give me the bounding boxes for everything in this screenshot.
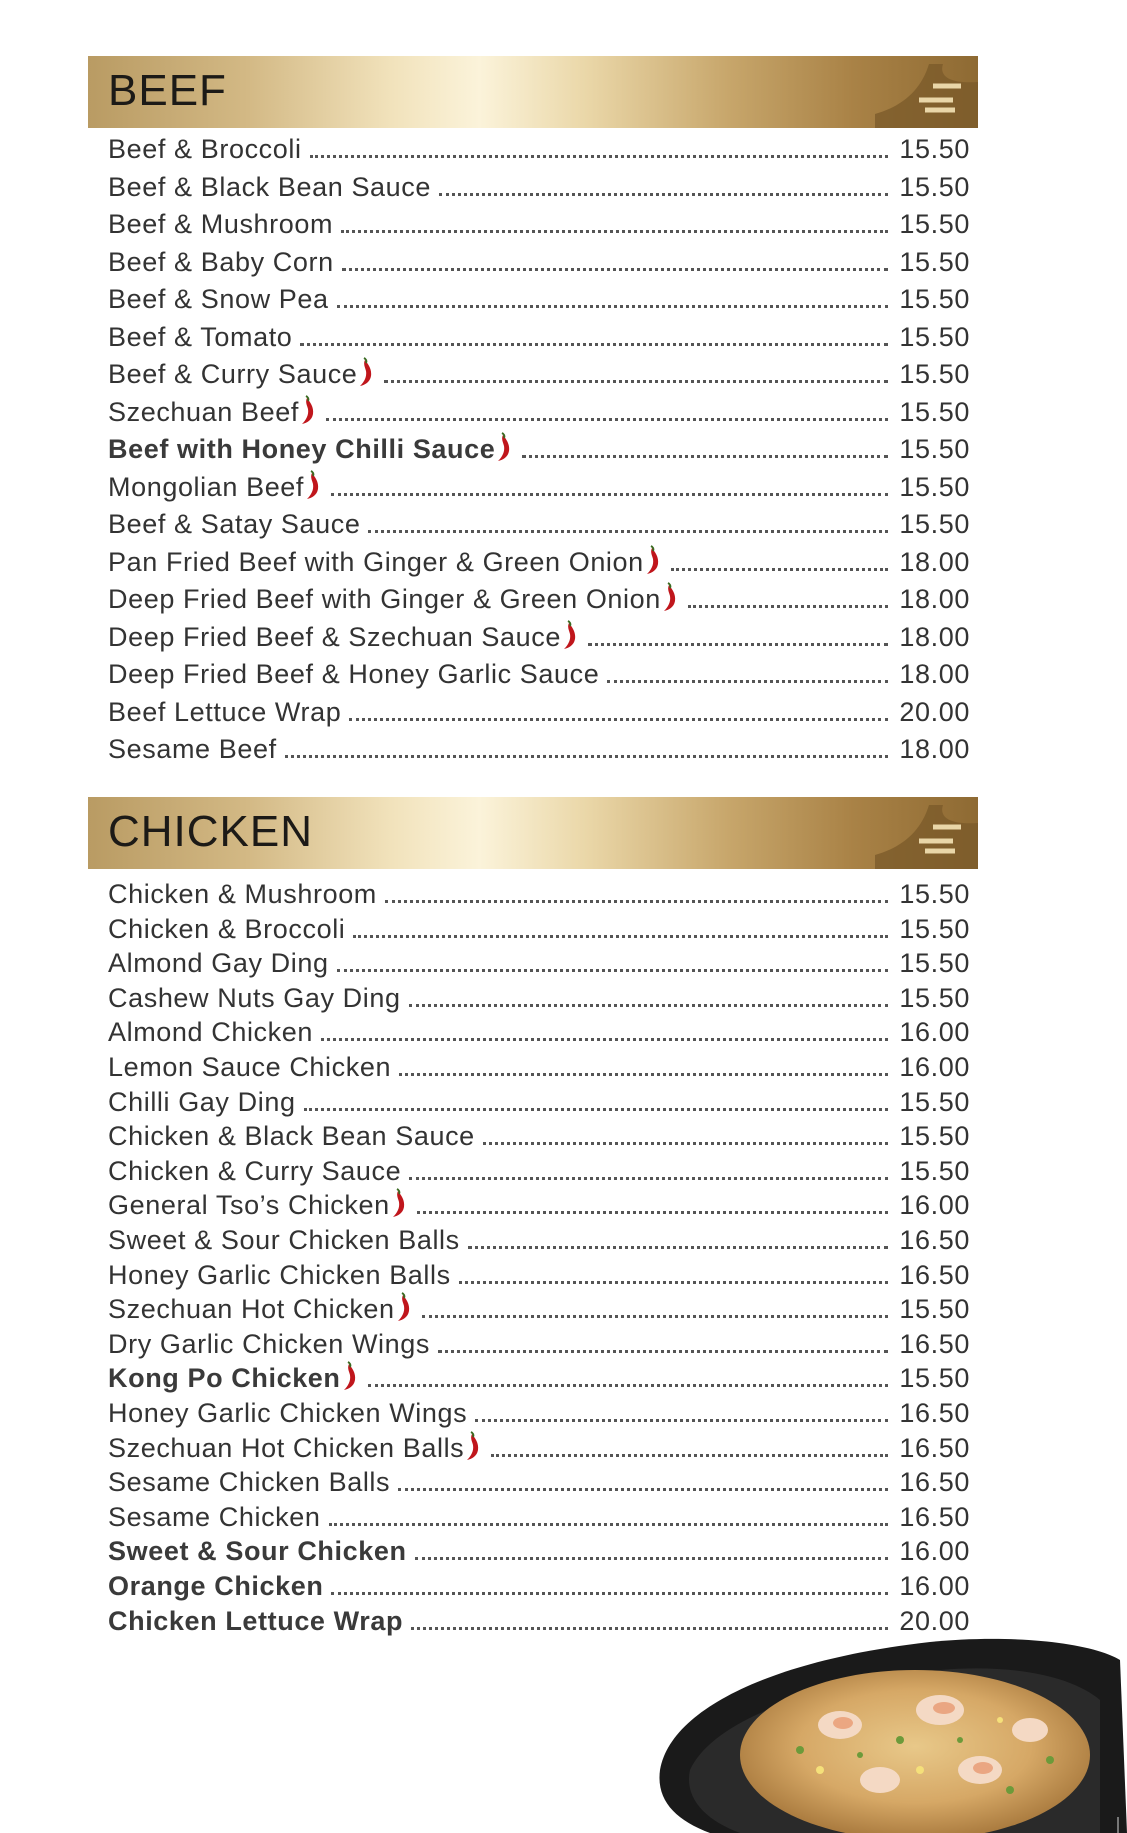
- menu-item-price: 15.50: [899, 321, 970, 352]
- dot-leader: [399, 1073, 888, 1076]
- menu-item-name-text: General Tso’s Chicken: [108, 1190, 390, 1221]
- menu-item-name-text: Beef & Broccoli: [108, 134, 302, 164]
- menu-item-name: [108, 1396, 467, 1430]
- dot-leader: [385, 900, 888, 903]
- menu-item-price: 15.50: [899, 134, 970, 164]
- menu-item-name: [108, 132, 302, 166]
- menu-item-name: [108, 320, 292, 354]
- dot-leader: [409, 1177, 888, 1180]
- menu-item-price: 20.00: [899, 1605, 970, 1636]
- menu-item-price: 16.00: [899, 1536, 970, 1567]
- menu-item: [108, 875, 970, 911]
- menu-item-name-text: Sesame Chicken Balls: [108, 1467, 391, 1498]
- menu-item-name-text: Kong Po Chicken: [108, 1363, 341, 1394]
- menu-item: [108, 468, 970, 504]
- menu-item-name: [108, 170, 431, 204]
- menu-item-name-text: Beef Lettuce Wrap: [108, 696, 342, 727]
- menu-item-name: [108, 620, 580, 654]
- menu-item-name: [108, 877, 377, 911]
- menu-item-price: 15.50: [899, 1086, 970, 1117]
- menu-item-name-text: Beef & Curry Sauce: [108, 359, 358, 389]
- menu-item: [108, 1394, 970, 1430]
- menu-item-price: 15.50: [899, 171, 970, 202]
- chili-pepper-icon: [562, 620, 580, 650]
- chili-pepper-icon: [358, 357, 376, 387]
- menu-item-name-text: Dry Garlic Chicken Wings: [108, 1328, 430, 1359]
- menu-item: [108, 655, 970, 691]
- menu-item-name: [108, 981, 401, 1015]
- menu-item-name-text: Sweet & Sour Chicken: [108, 1536, 407, 1567]
- menu-item: [108, 505, 970, 541]
- menu-item-price: 18.00: [899, 621, 970, 652]
- menu-item-name-text: Deep Fried Beef & Szechuan Sauce: [108, 621, 561, 652]
- dot-leader: [491, 1454, 888, 1457]
- menu-item: [108, 1498, 970, 1534]
- roof-logo-icon: [863, 56, 978, 128]
- menu-item-name: [108, 1500, 321, 1534]
- menu-item: [108, 618, 970, 654]
- menu-item-name-text: Beef & Tomato: [108, 321, 293, 352]
- menu-item: [108, 1152, 970, 1188]
- menu-item-price: 18.00: [899, 734, 970, 764]
- menu-item-name-text: Honey Garlic Chicken Balls: [108, 1259, 451, 1290]
- menu-item-name-text: Szechuan Beef: [108, 396, 299, 427]
- menu-item-price: 15.50: [899, 1121, 970, 1152]
- menu-item-price: 16.50: [899, 1259, 970, 1290]
- menu-item-price: 15.50: [899, 246, 970, 277]
- menu-item: [108, 430, 970, 466]
- menu-item-name-text: Szechuan Hot Chicken Balls: [108, 1432, 465, 1463]
- menu-item: [108, 318, 970, 354]
- dot-leader: [671, 568, 888, 571]
- menu-item-name: [108, 1292, 414, 1326]
- menu-item-name: [108, 1327, 430, 1361]
- menu-item-name-text: Deep Fried Beef & Honey Garlic Sauce: [108, 659, 600, 689]
- menu-item-name-text: Beef & Mushroom: [108, 209, 334, 239]
- dot-leader: [329, 1523, 889, 1526]
- menu-item-name: [108, 507, 360, 541]
- dot-leader: [326, 418, 888, 421]
- dot-leader: [331, 493, 888, 496]
- chili-pepper-icon: [465, 1431, 483, 1461]
- menu-item: [108, 693, 970, 729]
- menu-item-price: 15.50: [899, 913, 970, 944]
- menu-item-name: [108, 1258, 451, 1292]
- fried-rice-dish-photo: [650, 1630, 1127, 1833]
- menu-item: [108, 1429, 970, 1465]
- chili-pepper-icon: [342, 1361, 360, 1391]
- chili-pepper-icon: [396, 1292, 414, 1322]
- chili-pepper-icon: [662, 582, 680, 612]
- menu-item-name: [108, 207, 333, 241]
- menu-item-name: [108, 395, 318, 429]
- dot-leader: [300, 343, 888, 346]
- chili-pepper-icon: [305, 470, 323, 500]
- dot-leader: [439, 193, 888, 196]
- menu-item: [108, 979, 970, 1015]
- menu-item-name: [108, 1188, 409, 1222]
- menu-item-price: 15.50: [899, 396, 970, 427]
- menu-item-name-text: Sesame Chicken: [108, 1501, 321, 1532]
- dot-leader: [522, 455, 888, 458]
- menu-item-price: 20.00: [899, 696, 970, 727]
- menu-item-name: [108, 657, 599, 691]
- menu-item-name-text: Beef with Honey Chilli Sauce: [108, 434, 496, 464]
- dot-leader: [422, 1315, 888, 1318]
- menu-item-name: [108, 1361, 360, 1395]
- chicken-section-banner: [88, 797, 978, 869]
- menu-item-name-text: Deep Fried Beef with Ginger & Green Onion: [108, 584, 661, 614]
- menu-item: [108, 280, 970, 316]
- dot-leader: [415, 1557, 888, 1560]
- menu-item-name-text: Beef & Black Bean Sauce: [108, 171, 431, 202]
- menu-item-name-text: Chicken Lettuce Wrap: [108, 1605, 404, 1636]
- menu-item-name-text: Pan Fried Beef with Ginger & Green Onion: [108, 546, 644, 577]
- menu-item: [108, 355, 970, 391]
- menu-item: [108, 1013, 970, 1049]
- menu-item-price: 18.00: [899, 659, 970, 689]
- dot-leader: [337, 969, 888, 972]
- menu-item-price: 16.50: [899, 1432, 970, 1463]
- menu-item-price: 18.00: [899, 584, 970, 614]
- menu-item-name: [108, 912, 345, 946]
- roof-logo-icon: [863, 797, 978, 869]
- menu-item-name-text: Orange Chicken: [108, 1571, 324, 1601]
- menu-item: [108, 1325, 970, 1361]
- dot-leader: [475, 1419, 888, 1422]
- page-edge-mark: [1117, 1817, 1119, 1833]
- dot-leader: [285, 755, 888, 758]
- dot-leader: [337, 305, 888, 308]
- menu-item-name: [108, 1569, 323, 1603]
- menu-item-name-text: Chicken & Broccoli: [108, 913, 346, 944]
- menu-item-name: [108, 1154, 401, 1188]
- menu-item-name: [108, 1465, 390, 1499]
- menu-item-name-text: Lemon Sauce Chicken: [108, 1052, 392, 1082]
- menu-item-name-text: Almond Chicken: [108, 1017, 313, 1048]
- menu-item-name-text: Chicken & Curry Sauce: [108, 1155, 402, 1186]
- menu-item-price: 15.50: [899, 948, 970, 979]
- menu-item: [108, 1083, 970, 1119]
- dot-leader: [368, 1384, 888, 1387]
- dot-leader: [353, 935, 888, 938]
- menu-item-name: [108, 282, 329, 316]
- menu-item-price: 16.50: [899, 1501, 970, 1532]
- menu-item: [108, 1117, 970, 1153]
- menu-item-name: [108, 1604, 403, 1638]
- dot-leader: [588, 643, 888, 646]
- chili-pepper-icon: [391, 1188, 409, 1218]
- menu-item-name-text: Mongolian Beef: [108, 471, 305, 502]
- menu-item-price: 18.00: [899, 546, 970, 577]
- menu-item: [108, 1463, 970, 1499]
- menu-item: [108, 1048, 970, 1084]
- dot-leader: [688, 605, 888, 608]
- menu-item-name-text: Beef & Baby Corn: [108, 246, 334, 277]
- menu-item-price: 16.50: [899, 1225, 970, 1255]
- menu-item-price: 15.50: [899, 1294, 970, 1325]
- menu-item: [108, 730, 970, 766]
- dot-leader: [341, 230, 888, 233]
- dot-leader: [304, 1108, 888, 1111]
- menu-item-name-text: Sesame Beef: [108, 734, 277, 764]
- menu-item-name-text: Sweet & Sour Chicken Balls: [108, 1225, 460, 1255]
- dot-leader: [607, 680, 888, 683]
- chicken-section-title: CHICKEN: [108, 807, 314, 856]
- menu-item-name: [108, 946, 329, 980]
- menu-item-name-text: Beef & Satay Sauce: [108, 509, 361, 539]
- menu-item-name: [108, 1223, 460, 1257]
- menu-item-name: [108, 1431, 483, 1465]
- menu-item: [108, 944, 970, 980]
- menu-item-name-text: Cashew Nuts Gay Ding: [108, 982, 401, 1013]
- chili-pepper-icon: [645, 545, 663, 575]
- menu-item-price: 15.50: [899, 982, 970, 1013]
- menu-item-name-text: Chicken & Mushroom: [108, 879, 377, 909]
- menu-item: [108, 243, 970, 279]
- menu-item-price: 16.00: [899, 1017, 970, 1048]
- menu-item-name: [108, 432, 514, 466]
- menu-item: [108, 543, 970, 579]
- dot-leader: [368, 530, 888, 533]
- menu-item: [108, 580, 970, 616]
- menu-item-name: [108, 582, 680, 616]
- menu-item: [108, 205, 970, 241]
- menu-item-price: 16.50: [899, 1467, 970, 1498]
- menu-item-price: 15.50: [899, 359, 970, 389]
- dot-leader: [331, 1592, 888, 1595]
- menu-item-price: 16.00: [899, 1052, 970, 1082]
- dot-leader: [483, 1142, 888, 1145]
- menu-item-name: [108, 1534, 407, 1568]
- menu-item: [108, 1221, 970, 1257]
- menu-item-price: 15.50: [899, 509, 970, 539]
- dot-leader: [349, 718, 888, 721]
- menu-item-name: [108, 732, 277, 766]
- dot-leader: [342, 268, 888, 271]
- menu-item-name: [108, 695, 341, 729]
- menu-item: [108, 1567, 970, 1603]
- menu-item: [108, 1186, 970, 1222]
- dot-leader: [321, 1038, 888, 1041]
- menu-item: [108, 910, 970, 946]
- menu-item: [108, 1532, 970, 1568]
- menu-item: [108, 1290, 970, 1326]
- menu-item: [108, 130, 970, 166]
- dot-leader: [438, 1350, 888, 1353]
- menu-item: [108, 393, 970, 429]
- menu-item-name: [108, 1015, 313, 1049]
- menu-item-name: [108, 245, 334, 279]
- dot-leader: [459, 1281, 888, 1284]
- dot-leader: [398, 1488, 888, 1491]
- beef-section-title: BEEF: [108, 66, 227, 115]
- menu-item-price: 15.50: [899, 471, 970, 502]
- menu-item-name: [108, 357, 376, 391]
- menu-item-price: 16.50: [899, 1398, 970, 1428]
- chili-pepper-icon: [496, 432, 514, 462]
- menu-item-price: 15.50: [899, 209, 970, 239]
- beef-section-banner: [88, 56, 978, 128]
- menu-item-price: 15.50: [899, 284, 970, 314]
- menu-item-name: [108, 470, 323, 504]
- menu-item-name: [108, 1119, 475, 1153]
- menu-item: [108, 168, 970, 204]
- menu-item-name-text: Honey Garlic Chicken Wings: [108, 1398, 468, 1428]
- menu-item: [108, 1256, 970, 1292]
- menu-item-name-text: Beef & Snow Pea: [108, 284, 329, 314]
- menu-item-name: [108, 545, 663, 579]
- menu-item-price: 15.50: [899, 1363, 970, 1394]
- menu-item-name-text: Almond Gay Ding: [108, 948, 329, 979]
- menu-item-price: 15.50: [899, 1155, 970, 1186]
- dot-leader: [409, 1004, 888, 1007]
- dot-leader: [384, 380, 888, 383]
- menu-item-name: [108, 1085, 296, 1119]
- menu-item-name: [108, 1050, 391, 1084]
- menu-item-price: 15.50: [899, 434, 970, 464]
- chili-pepper-icon: [300, 395, 318, 425]
- dot-leader: [417, 1211, 888, 1214]
- menu-item-price: 15.50: [899, 879, 970, 909]
- dot-leader: [310, 155, 888, 158]
- menu-item-price: 16.50: [899, 1328, 970, 1359]
- menu-item: [108, 1359, 970, 1395]
- menu-item-name-text: Chilli Gay Ding: [108, 1086, 296, 1117]
- menu-item-name-text: Szechuan Hot Chicken: [108, 1294, 395, 1325]
- menu-item-price: 16.00: [899, 1571, 970, 1601]
- menu-item-price: 16.00: [899, 1190, 970, 1221]
- menu-item-name-text: Chicken & Black Bean Sauce: [108, 1121, 475, 1152]
- dot-leader: [468, 1246, 888, 1249]
